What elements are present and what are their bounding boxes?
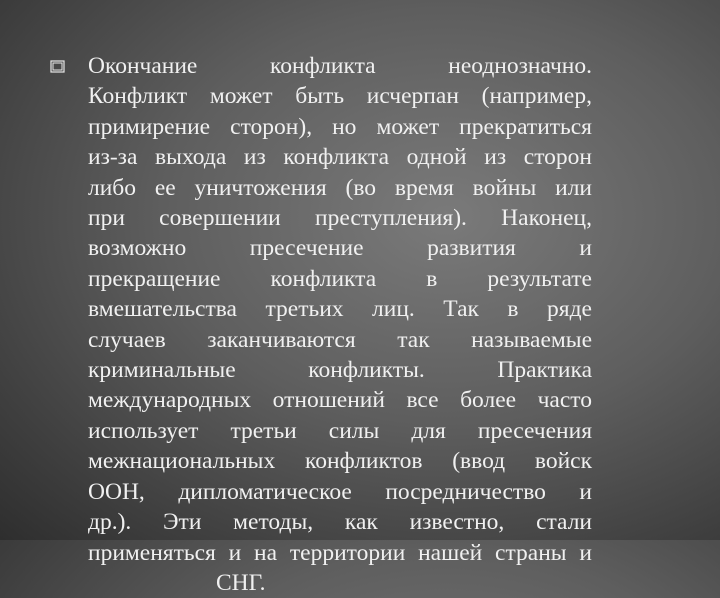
paragraph-line: либо ее уничтожения (во время войны или <box>88 174 592 201</box>
paragraph-line: криминальные конфликты. Практика <box>88 357 592 384</box>
paragraph-line: возможно пресечение развития и <box>88 235 592 262</box>
paragraph-line: применяться и на территории нашей страны и <box>88 539 592 566</box>
paragraph-line: межнациональных конфликтов (ввод войск <box>88 448 592 475</box>
paragraph-line: случаев заканчиваются так называемые <box>88 326 592 353</box>
paragraph-line: Окончание конфликта неоднозначно. <box>88 53 592 79</box>
hollow-square-bullet-icon <box>50 60 66 74</box>
paragraph-line: международных отношений все более часто <box>88 387 592 414</box>
paragraph-line: при совершении преступления). Наконец, <box>88 205 592 232</box>
paragraph-line: прекращение конфликта в результате <box>88 265 592 292</box>
paragraph-line: Конфликт может быть исчерпан (например, <box>88 83 592 110</box>
paragraph-line <box>88 568 592 598</box>
paragraph-line-text: СНГ. <box>216 569 266 596</box>
paragraph-line: использует третьи силы для пресечения <box>88 417 592 444</box>
paragraph-line: вмешательства третьих лиц. Так в ряде <box>88 296 592 323</box>
paragraph-line: др.). Эти методы, как известно, стали <box>88 509 592 536</box>
paragraph-line: ООН, дипломатическое посредничество и <box>88 478 592 505</box>
paragraph-line: примирение сторон), но может прекратиться <box>88 113 592 140</box>
paragraph-line: из-за выхода из конфликта одной из сторон <box>88 144 592 171</box>
bullet-paragraph <box>88 51 592 598</box>
